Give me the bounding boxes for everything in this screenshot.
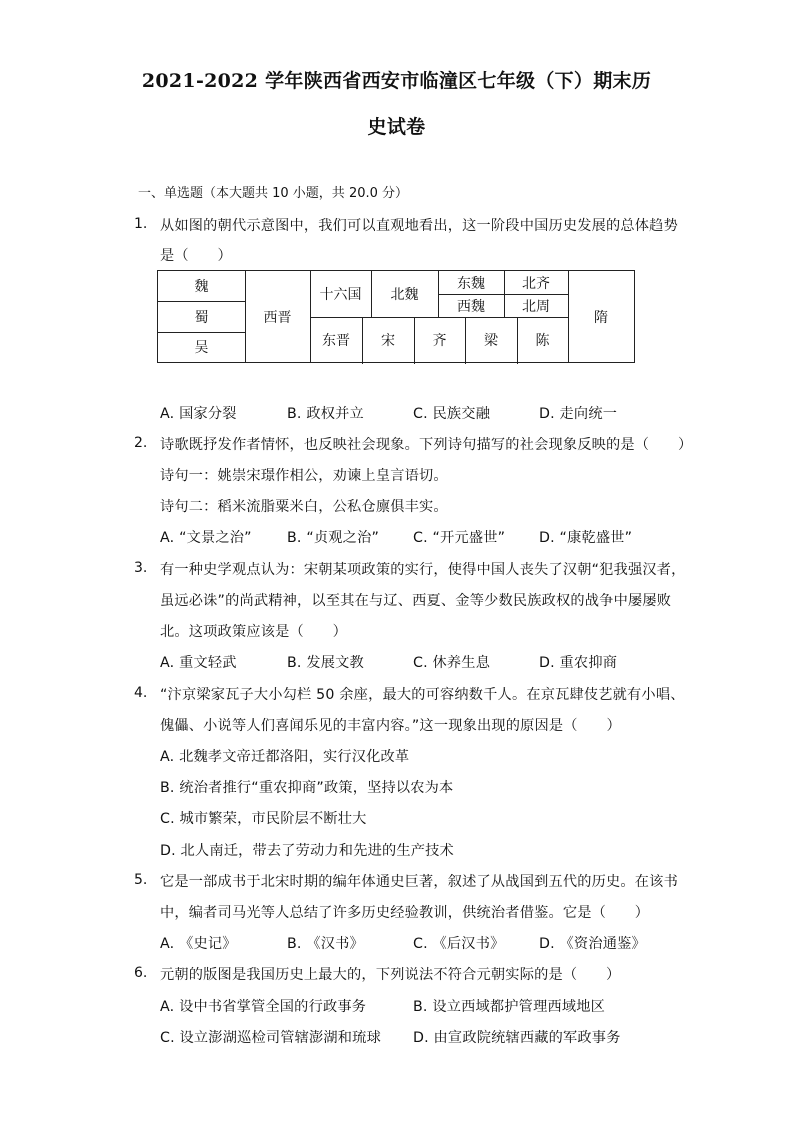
dynasty-beiqi: 北齐: [522, 275, 550, 292]
option-c: C. “开元盛世”: [413, 530, 506, 546]
dynasty-shiliuguo: 十六国: [319, 287, 362, 303]
dynasty-dongwei: 东魏: [457, 275, 485, 292]
option-a: A. 北魏孝文帝迁都洛阳，实行汉化改革: [160, 749, 410, 765]
question-number: 1.: [134, 216, 148, 232]
dynasty-chart-table: [157, 270, 635, 363]
option-a: A. 重文轻武: [160, 655, 237, 671]
option-a: A. “文景之治”: [160, 530, 252, 546]
option-d: D. 重农抑商: [539, 655, 618, 671]
dynasty-qi: 齐: [432, 332, 447, 349]
question-2-verse-2: 诗句二：稻米流脂粟米白，公私仓廪俱丰实。: [160, 499, 448, 515]
exam-title-line2: 史试卷: [367, 116, 426, 138]
dynasty-song: 宋: [381, 332, 395, 349]
option-b: B. 发展文教: [287, 655, 364, 671]
option-b: B. 政权并立: [287, 406, 364, 422]
dynasty-chen: 陈: [535, 332, 550, 349]
dynasty-sui: 隋: [594, 309, 608, 326]
option-d: D. 北人南迁，带去了劳动力和先进的生产技术: [160, 843, 454, 859]
question-number: 3.: [134, 560, 148, 576]
option-b: B. 《汉书》: [287, 936, 364, 952]
option-b: B. 统治者推行“重农抑商”政策，坚持以农为本: [160, 780, 454, 796]
question-number: 5.: [134, 872, 148, 888]
question-1-stem: 从如图的朝代示意图中，我们可以直观地看出，这一阶段中国历史发展的总体趋势: [160, 218, 678, 234]
question-6-stem: 元朝的版图是我国历史上最大的，下列说法不符合元朝实际的是（ ）: [160, 967, 621, 983]
question-5-stem: 它是一部成书于北宋时期的编年体通史巨著，叙述了从战国到五代的历史。在该书: [160, 874, 678, 890]
option-c: C. 城市繁荣，市民阶层不断壮大: [160, 811, 367, 827]
question-4-stem-cont: 傀儡、小说等人们喜闻乐见的丰富内容。”这一现象出现的原因是（ ）: [160, 718, 621, 734]
question-4-stem: “汴京梁家瓦子大小勾栏 50 余座，最大的可容纳数千人。在京瓦肆伎艺就有小唱、: [160, 687, 685, 703]
dynasty-wei: 魏: [194, 279, 209, 295]
question-1-stem-cont: 是（ ）: [160, 248, 232, 264]
question-5-stem-cont: 中，编者司马光等人总结了许多历史经验教训，供统治者借鉴。它是（ ）: [160, 905, 650, 921]
question-number: 6.: [134, 965, 148, 981]
option-a: A. 国家分裂: [160, 406, 237, 422]
question-number: 4.: [134, 685, 148, 701]
option-c: C. 民族交融: [413, 406, 491, 422]
question-3-stem-cont: 虽远必诛”的尚武精神，以至其在与辽、西夏、金等少数民族政权的战争中屡屡败: [160, 593, 672, 609]
option-d: D. 走向统一: [539, 406, 618, 422]
option-b: B. 设立西域都护管理西域地区: [413, 999, 606, 1015]
dynasty-beizhou: 北周: [522, 298, 550, 315]
option-d: D. 由宣政院统辖西藏的军政事务: [413, 1030, 621, 1046]
section-heading: 一、单选题（本大题共 10 小题，共 20.0 分）: [138, 186, 409, 201]
question-number: 2.: [134, 435, 148, 451]
dynasty-xiwei: 西魏: [457, 298, 485, 315]
option-c: C. 休养生息: [413, 655, 491, 671]
question-2-stem: 诗歌既抒发作者情怀，也反映社会现象。下列诗句描写的社会现象反映的是（ ）: [160, 437, 693, 453]
question-2-verse-1: 诗句一：姚崇宋璟作相公，劝谏上皇言语切。: [160, 468, 448, 484]
dynasty-beiwei: 北魏: [390, 287, 419, 303]
exam-title-line1: 2021-2022 学年陕西省西安市临潼区七年级（下）期末历: [141, 70, 652, 92]
option-c: C. 《后汉书》: [413, 936, 505, 952]
dynasty-shu: 蜀: [194, 309, 209, 326]
option-a: A. 《史记》: [160, 936, 237, 952]
dynasty-liang: 梁: [484, 332, 498, 349]
option-b: B. “贞观之治”: [287, 530, 380, 546]
option-a: A. 设中书省掌管全国的行政事务: [160, 999, 367, 1015]
dynasty-xijin: 西晋: [263, 309, 292, 326]
option-c: C. 设立澎湖巡检司管辖澎湖和琉球: [160, 1030, 381, 1046]
option-d: D. “康乾盛世”: [539, 530, 633, 546]
question-3-stem-end: 北。这项政策应该是（ ）: [160, 624, 348, 640]
dynasty-dongjin: 东晋: [322, 332, 350, 349]
question-3-stem: 有一种史学观点认为：宋朝某项政策的实行，使得中国人丧失了汉朝“犯我强汉者，: [160, 562, 686, 578]
dynasty-wu: 吴: [194, 340, 209, 356]
option-d: D. 《资治通鉴》: [539, 936, 646, 952]
